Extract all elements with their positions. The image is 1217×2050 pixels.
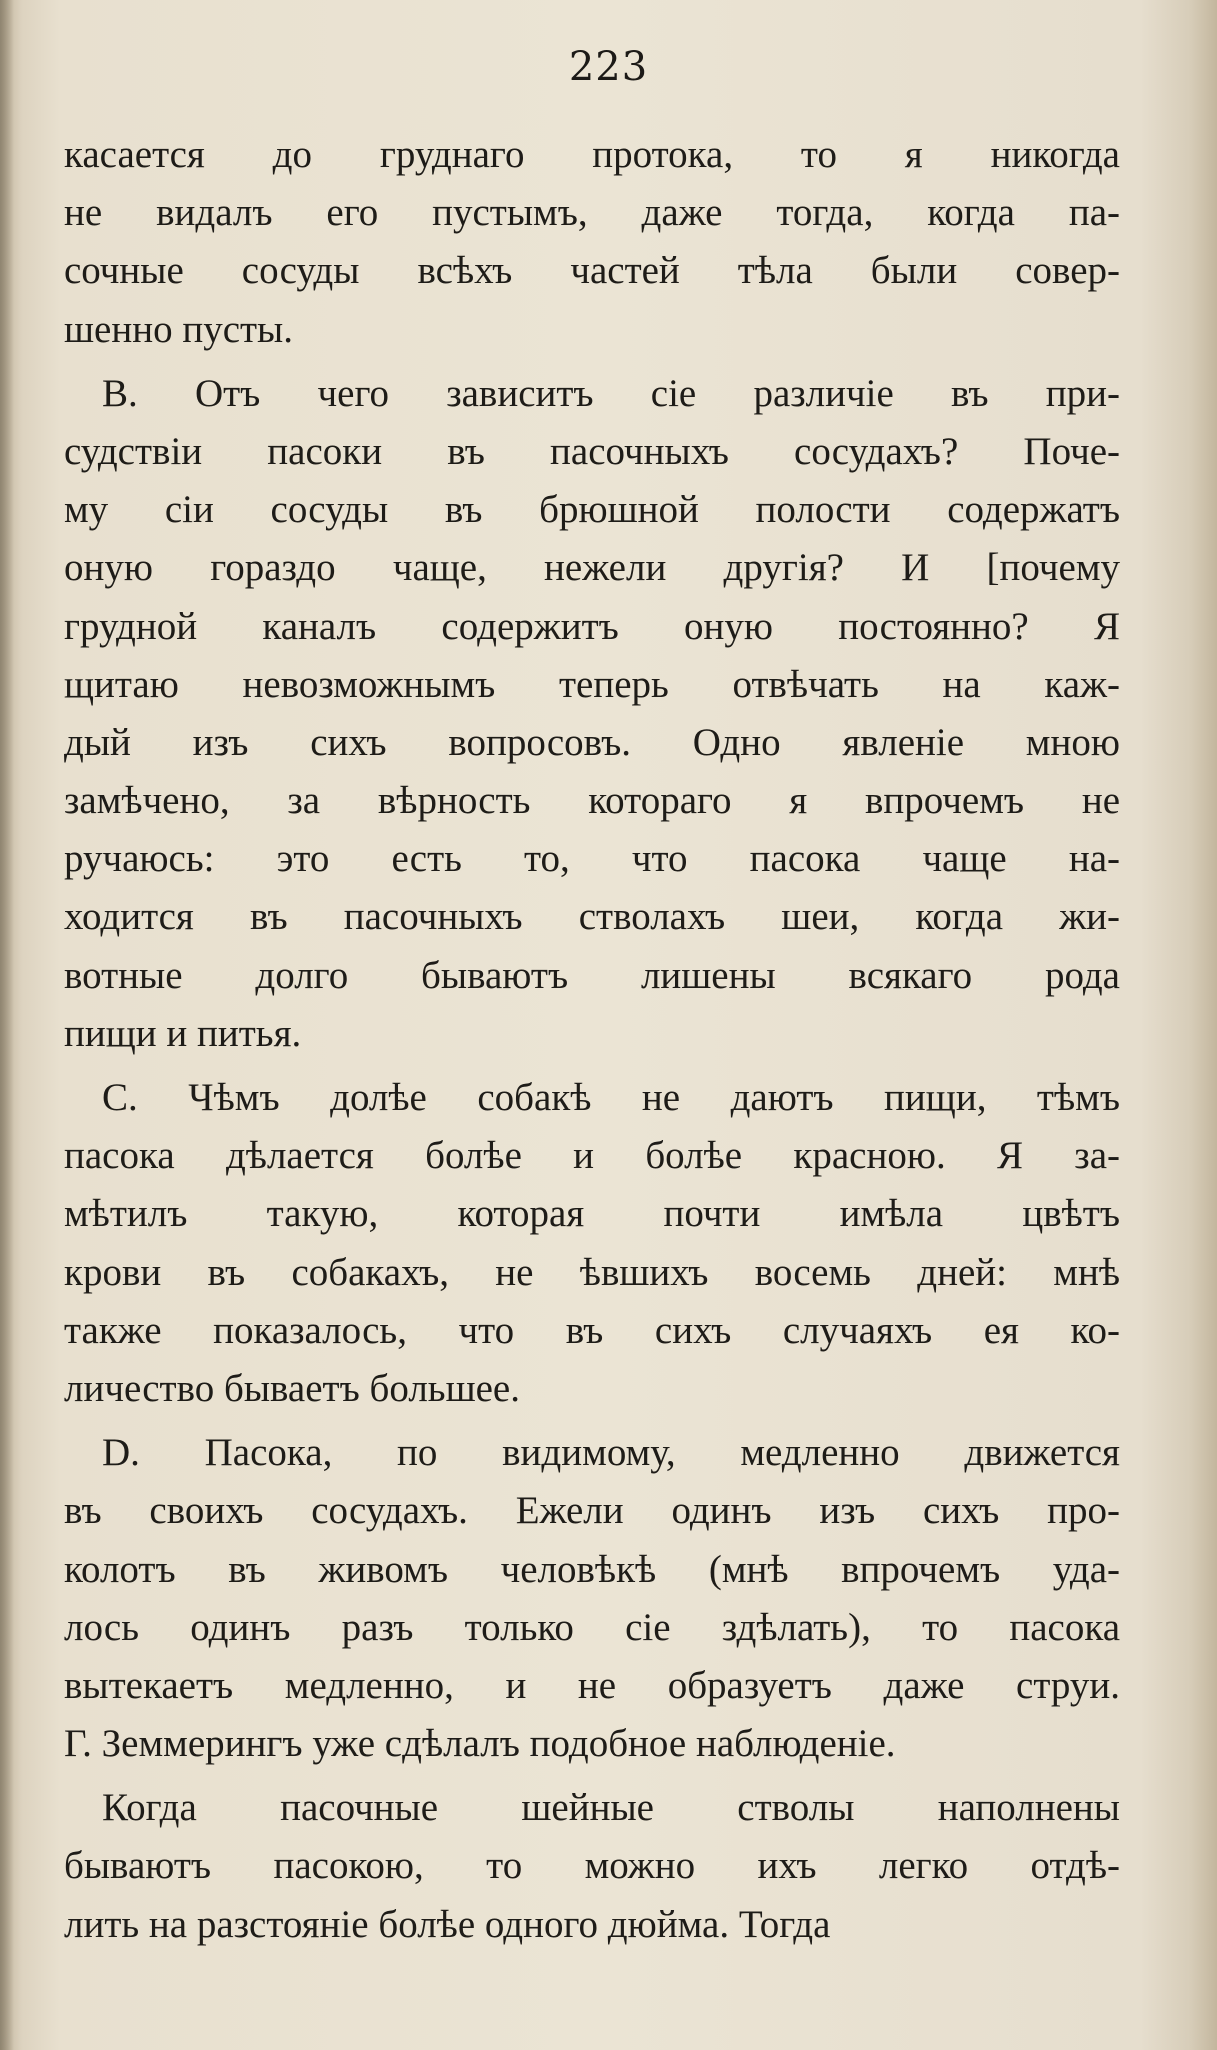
paragraph — [64, 365, 1120, 1063]
text-line: крови въ собакахъ, не ѣвшихъ восемь дней: мнѣ — [64, 1250, 1120, 1294]
text-line: бываютъ пасокою, то можно ихъ легко отдѣ- — [64, 1844, 1120, 1888]
text-line: ручаюсь: это есть то, что пасока чаще на- — [64, 837, 1120, 881]
text-line: вотные долго бываютъ лишены всякаго рода — [64, 953, 1120, 997]
text-line: колотъ въ живомъ человѣкѣ (мнѣ впрочемъ уда- — [64, 1547, 1120, 1591]
text-line: грудной каналъ содержитъ оную постоянно? Я — [64, 604, 1120, 648]
text-line: ходится въ пасочныхъ стволахъ шеи, когда жи- — [64, 895, 1120, 939]
text-line: шенно пусты. — [64, 307, 294, 351]
paragraph — [64, 1069, 1120, 1418]
text-line: Когда пасочные шейные стволы наполнены — [102, 1786, 1120, 1830]
text-line: замѣчено, за вѣрность котораго я впрочемъ не — [64, 779, 1120, 823]
text-line: въ своихъ сосудахъ. Ежели одинъ изъ сихъ про- — [64, 1489, 1120, 1533]
text-line: D. Пасока, по видимому, медленно движется — [102, 1431, 1120, 1475]
text-line: личество бываетъ большее. — [64, 1366, 520, 1410]
text-line: B. Отъ чего зависитъ сіе различіе въ при- — [102, 371, 1120, 415]
paragraph — [64, 1779, 1120, 1954]
page-number: 223 — [568, 44, 649, 90]
text-line: Г. Земмерингъ уже сдѣлалъ подобное наблюденіе. — [64, 1722, 896, 1766]
text-line: судствіи пасоки въ пасочныхъ сосудахъ? Поче- — [64, 429, 1120, 473]
page-text — [64, 126, 1120, 1954]
paragraph — [64, 126, 1120, 359]
text-line: пищи и питья. — [64, 1011, 302, 1055]
text-line: лить на разстояніе болѣе одного дюйма. Тогда — [64, 1902, 831, 1946]
text-line: му сіи сосуды въ брюшной полости содержатъ — [64, 488, 1120, 532]
paragraph — [64, 1424, 1120, 1773]
text-line: также показалось, что въ сихъ случаяхъ ея ко- — [64, 1308, 1120, 1352]
text-line: вытекаетъ медленно, и не образуетъ даже струи. — [64, 1663, 1120, 1707]
text-line: оную гораздо чаще, нежели другія? И [почему — [64, 546, 1120, 590]
text-line: сочные сосуды всѣхъ частей тѣла были совер- — [64, 249, 1120, 293]
text-line: щитаю невозможнымъ теперь отвѣчать на каж- — [64, 662, 1120, 706]
text-line: пасока дѣлается болѣе и болѣе красною. Я за- — [64, 1134, 1120, 1178]
text-line: C. Чѣмъ долѣе собакѣ не даютъ пищи, тѣмъ — [102, 1076, 1120, 1119]
text-line: лось одинъ разъ только сіе здѣлать), то пасока — [64, 1605, 1120, 1649]
text-line: касается до груднаго протока, то я никогда — [64, 133, 1120, 176]
page-gutter-shadow — [0, 0, 14, 2050]
text-line: не видалъ его пустымъ, даже тогда, когда па- — [64, 191, 1120, 235]
text-line: дый изъ сихъ вопросовъ. Одно явленіе мною — [64, 720, 1120, 764]
text-line: мѣтилъ такую, которая почти имѣла цвѣтъ — [64, 1192, 1120, 1236]
